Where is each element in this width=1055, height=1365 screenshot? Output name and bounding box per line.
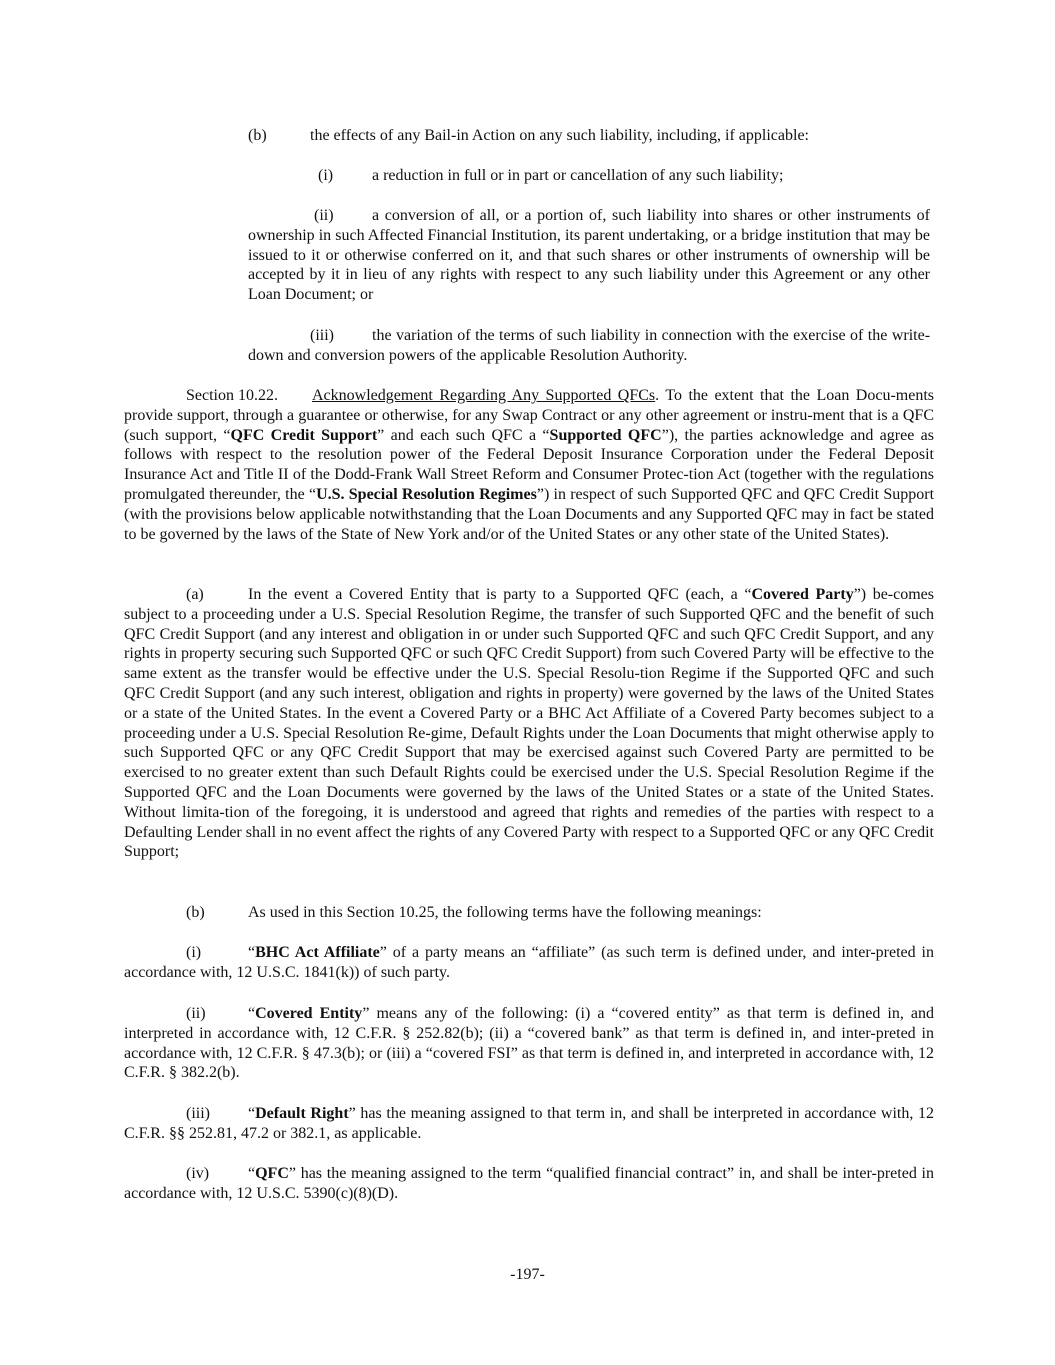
paragraph-label: (b) bbox=[186, 904, 205, 921]
clause-b-bailin bbox=[248, 126, 938, 146]
definition-label: (iii) bbox=[186, 1105, 210, 1122]
clause-text-first-line: a conversion of all, or a portion of, such liability into shares or other instruments bbox=[372, 207, 911, 224]
paragraph-label: (a) bbox=[186, 586, 204, 603]
section-10-22: Section 10.22. Acknowledgement Regarding Any Supported QFCs. To the extent that the Loan Docu-ments provide support, through a guarantee or otherwise, for any Swap Contract or any other agreement or instru-ment that is a QFC (such support, “QFC Credit Support” and each such QFC a “Supported QFC”), the parties acknowledge and agree as follows with respect to the resolution power of the Federal Deposit Insurance Corporation under the Federal Deposit Insurance Act and Title II of the Dodd-Frank Wall Street Reform and Consumer Protec-tion Act (together with the regulations promulgated thereunder, the “U.S. Special Resolution Regimes”) in respect of such Supported QFC and QFC Credit Support (with the provisions below applicable notwithstanding that the Loan Documents and any Supported QFC may in fact be stated to be governed by the laws of the State of New York and/or of the United States or any other state of the United States). bbox=[124, 387, 935, 543]
clause-text: a reduction in full or in part or cancellation of any such liability; bbox=[372, 167, 784, 184]
clause-label: (i) bbox=[318, 167, 334, 184]
paragraph-b: (b) As used in this Section 10.25, the following terms have the following meanings: bbox=[186, 904, 762, 921]
paragraph-a: (a) In the event a Covered Entity that is party to a Supported QFC (each, a “Covered Party”) be-comes subject to a proceeding under a U.S. Special Resolution Regime, the transfer of such Supported QFC and the benefit of such QFC Credit Support (and any interest and obligation in or under such Supported QFC and such QFC Credit Support, and any rights in property securing such Supported QFC or such QFC Credit Support) from such Covered Party will be effective to the same extent as the transfer would be effective under the U.S. Special Resolu-tion Regime if the Supported QFC and such QFC Credit Support (and any such interest, obligation and rights in property) were governed by the laws of the United States or a state of the United States. In the event a Covered Party or a BHC Act Affiliate of a Covered Party becomes subject to a proceeding under a U.S. Special Resolution Re-gime, Default Rights under the Loan Documents that might otherwise apply to such Supported QFC or any QFC Credit Support that may be exercised against such Covered Party are permitted to be exercised to no greater extent than such Default Rights could be exercised under the U.S. Special Resolution Regime if the Supported QFC and the Loan Documents were governed by the laws of the United States or a state of the United States. Without limita-tion of the foregoing, it is understood and agreed that rights and remedies of the parties with respect to a Defaulting Lender shall in no event affect the rights of any Covered Party with respect to a Supported QFC or any QFC Credit Support; bbox=[124, 586, 934, 861]
defined-term: Supported QFC bbox=[549, 426, 662, 444]
defined-term: Covered Entity bbox=[255, 1005, 363, 1022]
defined-term: BHC Act Affiliate bbox=[255, 944, 380, 961]
definition-covered-entity: (ii) “Covered Entity” means any of the following: (i) a “covered entity” as that term is defined in, and interpreted in accordance with, 12 C.F.R. § 252.82(b); (ii) a “covered bank” as that term is defined in, and inter-preted in accordance with, 12 C.F.R. § 47.3(b); or (iii) a “covered FSI” as that term is defined in, and interpreted in accordance with, 12 C.F.R. § 382.2(b). bbox=[124, 1005, 935, 1082]
clause-iii-bailin bbox=[248, 326, 930, 366]
section-number: Section 10.22. bbox=[186, 387, 278, 404]
clause-i-bailin bbox=[318, 166, 938, 186]
definition-label: (ii) bbox=[186, 1005, 206, 1022]
clause-text-first-line: the variation of the terms of such liability in connection with the exercise of the bbox=[372, 327, 888, 344]
definition-default-right: (iii) “Default Right” has the meaning assigned to that term in, and shall be interpreted in accordance with, 12 C.F.R. §§ 252.81, 47.2 or 382.1, as applicable. bbox=[124, 1105, 935, 1142]
clause-label: (iii) bbox=[310, 327, 334, 344]
defined-term: U.S. Special Resolution Regimes bbox=[316, 485, 537, 503]
defined-term: QFC Credit Support bbox=[230, 426, 378, 444]
clause-label: (ii) bbox=[314, 207, 334, 224]
clause-ii-bailin bbox=[248, 206, 930, 305]
section-title: Acknowledgement Regarding Any Supported QFCs bbox=[312, 387, 656, 404]
definition-qfc: (iv) “QFC” has the meaning assigned to the term “qualified financial contract” in, and shall be inter-preted in accordance with, 12 U.S.C. 5390(c)(8)(D). bbox=[124, 1165, 934, 1202]
definition-label: (iv) bbox=[186, 1165, 210, 1182]
definition-label: (i) bbox=[186, 944, 202, 961]
clause-text: the effects of any Bail-in Action on any such liability, including, if applicable: bbox=[310, 127, 809, 144]
page-number: -197- bbox=[510, 1266, 545, 1283]
defined-term: QFC bbox=[255, 1165, 289, 1182]
defined-term: Covered Party bbox=[751, 586, 854, 603]
clause-label: (b) bbox=[248, 127, 267, 144]
definition-bhc-act-affiliate: (i) “BHC Act Affiliate” of a party means an “affiliate” (as such term is defined under, and inter-preted in accordance with, 12 U.S.C. 1841(k)) of such party. bbox=[124, 944, 934, 981]
defined-term: Default Right bbox=[255, 1105, 349, 1122]
clause-text: write-down and conversion powers of the applicable Resolution Authority. bbox=[248, 327, 931, 364]
clause-text: of ownership in such Affected Financial Institution, its parent undertaking, or a bridge institution that may be issued to it or otherwise conferred on it, and that such shares or other instruments of ownership will be accepted by it in lieu of any rights with respect to any such liability under this Agreement or any other Loan Document; or bbox=[248, 207, 930, 304]
